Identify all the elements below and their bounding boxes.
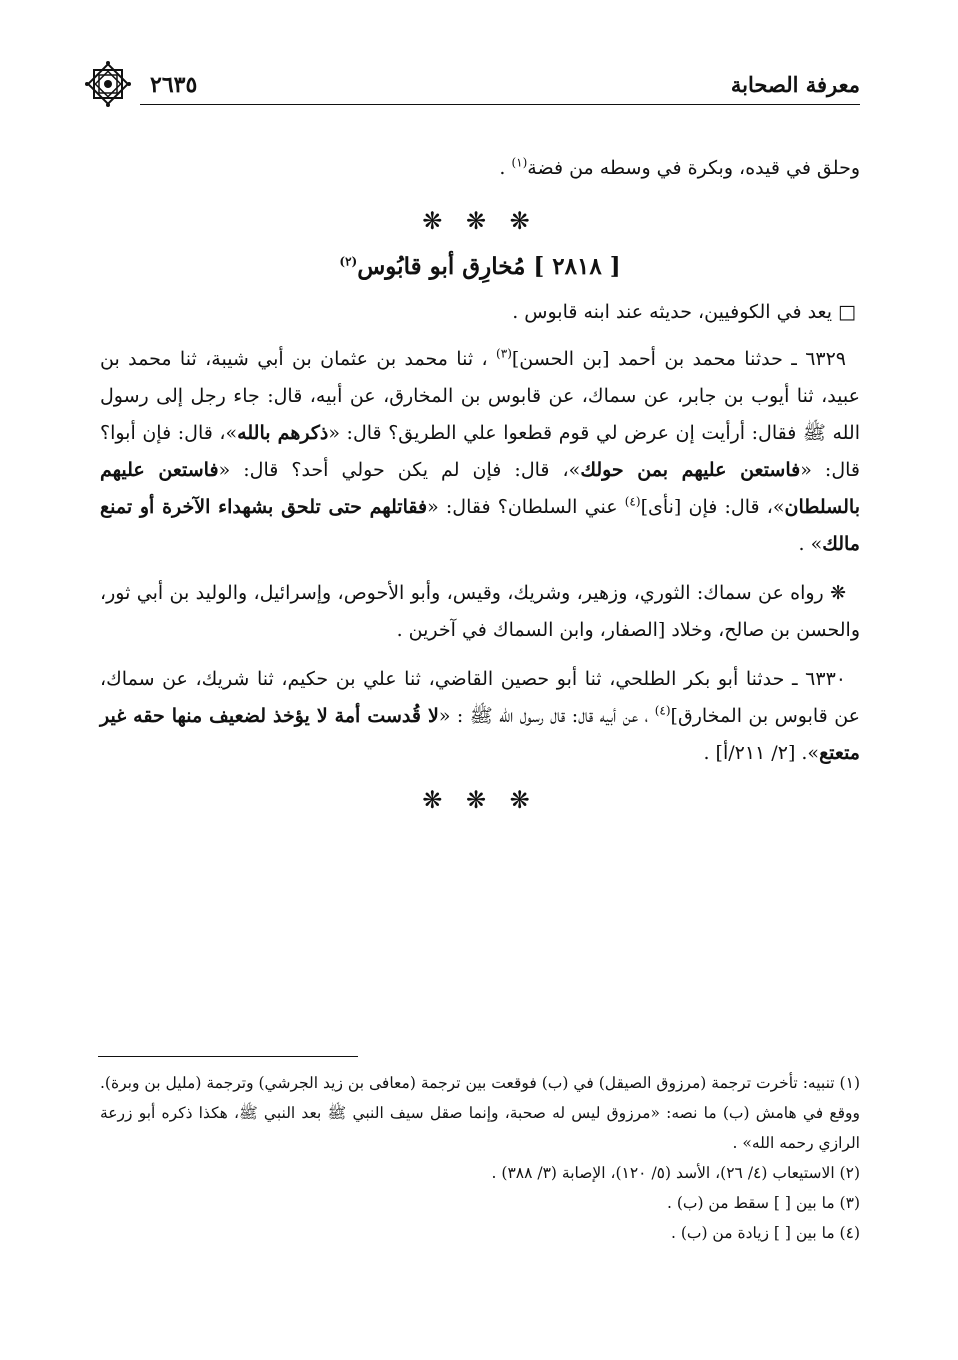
footnote-1: (١) تنبيه: تأخرت ترجمة (مرزوق الصيقل) في (ب) فوقعت بين ترجمة (معافى بن زيد الجرشي) وترجمة (مليل بن وبرة). ووقع في هامش (ب) ما نصه: «مرزوق ليس له صحبة، وإنما صقل سيف النبي ﷺ بعد النبي ﷺ، هكذا ذكره أبو زرعة الرازي رحمه الله» . — [100, 1074, 860, 1152]
entry-note: □ يعد في الكوفيين، حديثه عند ابنه قابوس . — [512, 301, 856, 323]
footnote-ref: (٤) — [654, 703, 671, 718]
footnote-divider — [98, 1056, 358, 1057]
hadith-6329: ٦٣٢٩ ـ حدثنا محمد بن أحمد [بن الحسن]$^{(٣)}$ ، ثنا محمد بن عثمان بن أبي شيبة، ثنا محمد بن عبيد، ثنا أيوب بن جابر، عن سماك، عن قابوس بن المخارق، عن أبيه، قال: جاء رجل إلى رسول الله ﷺ فقال: أرأيت إن عرض لي قوم قطعوا علي الطريق؟ قال: «ذكرهم بالله»، قال: فإن أبوا؟ قال: «فاستعن عليهم بمن حولك»، قال: فإن لم يكن حولي أحد؟ قال: «فاستعن عليهم بالسلطان»، قال: فإن [نأى]$^{(٤)}$ عني السلطان؟ فقال: «فقاتلهم حتى تلحق بشهداء الآخرة أو تمنع مالك» . — [100, 346, 860, 555]
hadith-6330: ٦٣٣٠ ـ حدثنا أبو بكر الطلحي، ثنا أبو حصين القاضي، ثنا علي بن حكيم، ثنا شريك، عن سماك، عن قابوس بن المخارق]$^{(٤)}$ ، عن أبيه قال: قال رسول الله ﷺ : «لا قُدست أمة لا يؤخذ لضعيف منها حقه غير متعتع». [٢/ ٢١١/أ] . — [100, 668, 860, 764]
prophet-quote: فقاتلهم حتى تلحق بشهداء الآخرة أو تمنع مالك — [100, 496, 860, 555]
footnote-ref: (٤) — [624, 494, 641, 509]
narrators-note: ❋ رواه عن سماك: الثوري، وزهير، وشريك، وقيس، وأبو الأحوص، وإسرائيل، والوليد بن أبي ثور، والحسن بن صالح، وخلاد [الصفار، وابن السماك في آخرين . — [100, 582, 860, 641]
page-number: ٢٦٣٥ — [150, 72, 198, 98]
octagram-ornament-icon — [84, 60, 132, 108]
footnote-ref: (٢) — [339, 254, 358, 269]
section-separator: ❋ ❋ ❋ — [422, 207, 538, 235]
footnote-3: (٣) ما بين [ ] سقط من (ب) . — [666, 1194, 860, 1212]
prophet-quote: ذكرهم بالله — [237, 422, 329, 444]
header-divider — [140, 104, 860, 105]
footnote-ref: (١) — [511, 155, 528, 170]
prophet-quote: لا قُدست أمة لا يؤخذ لضعيف منها حقه غير متعتع — [100, 705, 860, 764]
main-text — [100, 150, 860, 814]
footnote-2: (٢) الاستيعاب (٤/ ٢٦)، الأسد (٥/ ١٢٠)، الإصابة (٣/ ٣٨٨) . — [491, 1164, 860, 1182]
footnote-4: (٤) ما بين [ ] زيادة من (ب) . — [670, 1224, 860, 1242]
book-title: معرفة الصحابة — [730, 72, 860, 97]
entry-heading: [ ٢٨١٨ ] مُخارِق أبو قابُوس$^{(٢)}$ — [339, 253, 621, 280]
prophet-quote: فاستعن عليهم بالسلطان — [100, 459, 860, 518]
footnotes — [100, 1068, 860, 1248]
page-header — [88, 60, 860, 110]
prophet-quote: فاستعن عليهم بمن حولك — [580, 459, 801, 481]
intro-line: وحلق في قيده، وبكرة في وسطه من فضة$^{(١)}$ . — [499, 155, 860, 179]
section-separator: ❋ ❋ ❋ — [422, 786, 538, 814]
footnote-ref: (٣) — [496, 346, 512, 361]
